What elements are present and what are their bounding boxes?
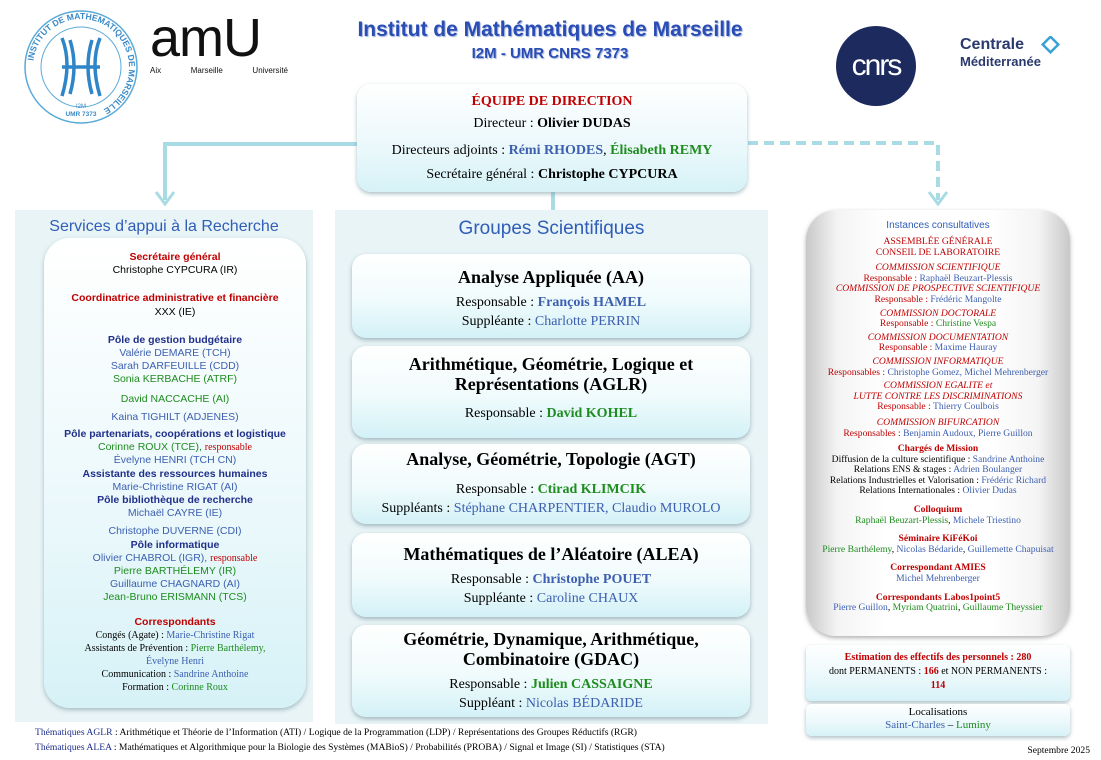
page-subtitle: I2M - UMR CNRS 7373 xyxy=(471,45,629,62)
director-name: Olivier DUDAS xyxy=(537,116,631,131)
direction-box xyxy=(357,84,747,192)
group-aglr: Arithmétique, Géométrie, Logique et Représentations (AGLR) Responsable : David KOHEL xyxy=(352,346,750,438)
footer-date: Septembre 2025 xyxy=(1027,745,1090,756)
effectifs-box: Estimation des effectifs des personnels : 280 dont PERMANENTS : 166 et NON PERMANENTS : 114 xyxy=(806,645,1070,701)
group-alea: Mathématiques de l’Aléatoire (ALEA) Responsable : Christophe POUET Suppléante : Caroline CHAUX xyxy=(352,533,750,617)
svg-text:I2M: I2M xyxy=(75,104,87,110)
group-aa: Analyse Appliquée (AA) Responsable : François HAMEL Suppléante : Charlotte PERRIN xyxy=(352,254,750,338)
centrale-mark-icon xyxy=(1040,36,1062,54)
page-title: Institut de Mathématiques de Marseille xyxy=(357,18,743,41)
amu-wordmark: amU xyxy=(150,8,262,68)
footer-alea: Thématiques ALEA : Mathématiques et Algorithmique pour la Biologie des Systèmes (MABioS) / Probabilités (PROBA) / Signal et Image (SI) / Statistiques (STA) xyxy=(35,742,665,753)
amu-subtext: Aix Marseille Université xyxy=(150,66,288,75)
footer-aglr: Thématiques AGLR : Arithmétique et Théorie de l’Information (ATI) / Logique de la Programmation (LDP) / Représentations des Groupes Réductifs (RGR) xyxy=(35,727,637,738)
services-title: Services d’appui à la Recherche xyxy=(49,218,279,235)
direction-title: ÉQUIPE DE DIRECTION xyxy=(471,94,633,109)
amu-logo xyxy=(150,10,295,80)
localisations-box: Localisations Saint-Charles – Luminy xyxy=(806,704,1070,736)
arrow-to-services xyxy=(165,144,358,200)
arrow-to-instances xyxy=(748,143,938,200)
svg-text:UMR 7373: UMR 7373 xyxy=(65,111,97,118)
centrale-logo: Centrale Méditerranée xyxy=(960,36,1080,76)
groups-title: Groupes Scientifiques xyxy=(458,218,645,239)
services-box: Secrétaire général Christophe CYPCURA (IR) Coordinatrice administrative et financière XXX (IE) Pôle de gestion budgétaire Valérie DEMARE (TCH) Sarah DARFEUILLE (CDD) Sonia KERBACHE (ATRF) David NACCACHE (AI) Kaina TIGHILT (ADJENES) Pôle partenariats, coopérations et logistique Corinne ROUX (TCE), responsable Évelyne HENRI (TCH CN) Assistante des ressources humaines Marie-Christine RIGAT (AI) Pôle bibliothèque de recherche Michaël CAYRE (IE) Christophe DUVERNE (CDI) Pôle informatique Olivier CHABROL (IGR), responsable Pierre BARTHÉLEMY (IR) Guillaume CHAGNARD (AI) Jean-Bruno ERISMANN (TCS) Correspondants Congés (Agate) : Marie-Christine Rigat Assistants de Prévention : Pierre Barthélemy, Évelyne Henri Communication : Sandrine Anthoine Formation : Corinne Roux xyxy=(44,238,306,708)
adjoints-line: Directeurs adjoints : Rémi RHODES, Élisabeth REMY xyxy=(391,143,713,158)
cnrs-logo: cnrs xyxy=(836,26,916,106)
director-line: Directeur : Olivier DUDAS xyxy=(473,116,631,131)
svg-text:INSTITUT DE MATHEMATIQUES DE M: INSTITUT DE MATHEMATIQUES DE MARSEILLE xyxy=(25,10,138,117)
instances-box: Instances consultatives ASSEMBLÉE GÉNÉRALE CONSEIL DE LABORATOIRE COMMISSION SCIENTIFIQUE Responsable : Raphaël Beuzart-Plessis COMMISSION DE PROSPECTIVE SCIENTIFIQUE Responsable : Frédéric Mangolte COMMISSION DOCTORALE Responsable : Christine Vespa COMMISSION DOCUMENTATION Responsable : Maxime Hauray COMMISSION INFORMATIQUE Responsables : Christophe Gomez, Michel Mehrenberger COMMISSION EGALITE et LUTTE CONTRE LES DISCRIMINATIONS Responsable : Thierry Coulbois COMMISSION BIFURCATION Responsables : Benjamin Audoux, Pierre Guillon Chargés de Mission Diffusion de la culture scientifique : Sandrine Anthoine Relations ENS & stages : Adrien Boulanger Relations Industrielles et Valorisation : Frédéric Richard Relations Internationales : Olivier Dudas Colloquium Raphaël Beuzart-Plessis, Michele Triestino Séminaire KiFéKoi Pierre Barthélemy, Nicolas Bédaride, Guillemette Chapuisat Correspondant AMIES Michel Mehrenberger Correspondants Labos1point5 Pierre Guillon, Myriam Quatrini, Guillaume Theyssier xyxy=(806,210,1070,636)
group-gdac: Géométrie, Dynamique, Arithmétique, Combinatoire (GDAC) Responsable : Julien CASSAIGNE Suppléant : Nicolas BÉDARIDE xyxy=(352,625,750,717)
i2m-logo xyxy=(22,8,140,126)
group-agt: Analyse, Géométrie, Topologie (AGT) Responsable : Ctirad KLIMCIK Suppléants : Stéphane CHARPENTIER, Claudio MUROLO xyxy=(352,444,750,524)
secgen-line: Secrétaire général : Christophe CYPCURA xyxy=(426,167,678,182)
